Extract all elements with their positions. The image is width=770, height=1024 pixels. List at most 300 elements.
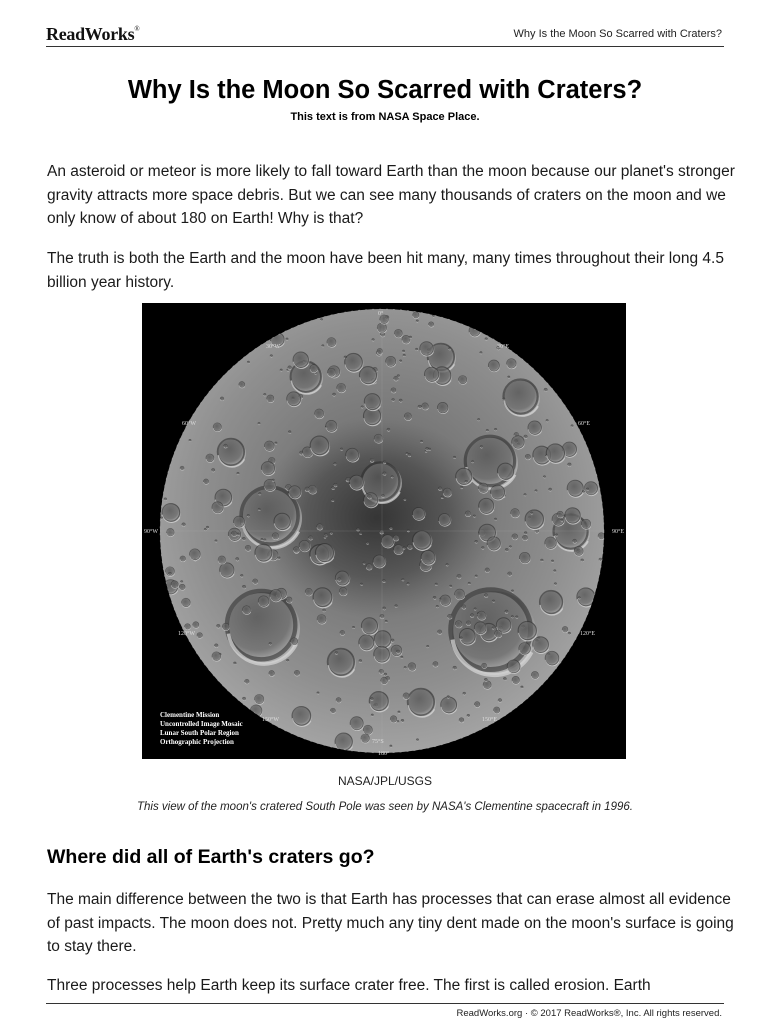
small-crater [218,556,226,564]
small-crater [448,614,453,619]
small-crater [509,546,511,548]
small-crater [359,660,362,663]
small-crater [404,666,406,668]
small-crater [181,581,183,583]
small-crater [267,395,275,403]
small-crater [541,559,544,562]
small-crater [561,519,564,522]
small-crater [269,670,275,676]
small-crater [497,463,514,480]
small-crater [453,666,457,670]
small-crater [369,692,389,712]
small-crater [578,597,580,599]
small-crater [275,442,277,444]
small-crater [264,539,266,541]
small-crater [429,322,434,327]
page-header [46,22,724,47]
small-crater [340,630,345,635]
small-crater [466,621,471,626]
small-crater [242,606,251,615]
small-crater [288,366,292,370]
small-crater [258,508,260,510]
small-crater [503,677,506,680]
small-crater [518,621,537,640]
image-caption: This view of the moon's cratered South Pole was seen by NASA's Clementine spacecraft in 1996. [137,801,633,813]
small-crater [465,480,468,483]
svg-text:0°: 0° [378,311,384,317]
small-crater [394,376,399,381]
small-crater [335,652,338,655]
small-crater [212,652,221,661]
svg-text:90°W: 90°W [144,529,159,535]
small-crater [217,624,221,628]
page-footer [46,1003,724,1020]
small-crater [381,677,388,684]
small-crater [549,488,552,491]
small-crater [407,530,409,532]
small-crater [482,547,485,550]
small-crater [403,547,406,550]
small-crater [258,422,260,424]
svg-text:120°W: 120°W [178,631,196,637]
small-crater [568,463,572,467]
small-crater [516,616,519,619]
small-crater [428,448,431,451]
large-crater [218,439,246,467]
small-crater [498,698,502,702]
small-crater [324,536,326,538]
small-crater [487,537,501,551]
small-crater [447,696,450,699]
small-crater [264,393,267,396]
small-crater [363,725,373,735]
small-crater [474,608,476,610]
small-crater [465,511,471,517]
small-crater [519,643,531,655]
small-crater [162,504,181,523]
small-crater [272,533,279,540]
small-crater [242,697,245,700]
moon-south-pole-image [142,303,626,759]
small-crater [507,359,517,369]
small-crater [387,428,390,431]
small-crater [408,663,416,671]
small-crater [440,595,451,606]
small-crater [525,510,545,530]
small-crater [473,515,475,517]
article-source: This text is from NASA Space Place. [290,111,480,123]
small-crater [397,720,399,722]
small-crater [215,540,217,542]
small-crater [404,498,406,500]
small-crater [253,579,258,584]
small-crater [574,546,584,556]
small-crater [357,528,360,531]
small-crater [441,697,458,714]
small-crater [370,458,374,462]
small-crater [293,547,299,553]
small-crater [494,428,497,431]
small-crater [449,347,452,350]
small-crater [557,511,564,518]
small-crater [475,540,478,543]
small-crater [206,454,215,463]
small-crater [288,486,301,499]
small-crater [467,714,470,717]
small-crater [512,676,520,684]
small-crater [462,605,466,609]
small-crater [220,563,235,578]
small-crater [180,466,184,470]
small-crater [402,578,405,581]
small-crater [524,532,527,535]
small-crater [211,469,215,473]
small-crater [416,739,418,741]
small-crater [332,487,335,490]
small-crater [299,540,311,552]
small-crater [505,548,508,551]
small-crater [182,523,186,527]
svg-text:90°E: 90°E [612,529,625,535]
small-crater [393,535,399,541]
small-crater [323,609,326,612]
small-crater [317,524,323,530]
legend-line-2: Uncontrolled Image Mosaic [160,720,243,728]
small-crater [171,581,179,589]
small-crater [330,531,333,534]
small-crater [167,528,175,536]
small-crater [571,425,573,427]
small-crater [477,611,486,620]
small-crater [390,716,397,723]
small-crater [359,635,375,651]
small-crater [309,536,313,540]
small-crater [288,431,291,434]
small-crater [483,681,492,690]
small-crater [185,624,191,630]
small-crater [599,558,602,561]
small-crater [359,532,362,535]
small-crater [222,623,229,630]
small-crater [367,495,371,499]
small-crater [433,662,438,667]
small-crater [352,626,354,628]
small-crater [339,587,347,595]
small-crater [160,517,162,519]
small-crater [528,421,542,435]
small-crater [486,429,488,431]
small-crater [394,545,404,555]
small-crater [485,568,490,573]
small-crater [480,352,482,354]
small-crater [366,564,372,570]
small-crater [240,574,243,577]
small-crater [409,336,411,338]
small-crater [346,448,360,462]
small-crater [234,662,237,665]
small-crater [450,585,452,587]
small-crater [383,461,386,464]
small-crater [545,537,557,549]
small-crater [522,535,527,540]
small-crater [408,454,411,457]
small-crater [364,394,381,411]
small-crater [531,671,539,679]
small-crater [337,383,347,393]
small-crater [478,483,488,493]
large-crater [408,689,436,717]
small-crater [437,402,448,413]
small-crater [391,388,396,393]
small-crater [380,530,384,534]
small-crater [524,494,527,497]
small-crater [546,419,548,421]
small-crater [361,618,378,635]
small-crater [366,542,369,545]
small-crater [586,488,589,491]
small-crater [203,479,208,484]
small-crater [372,339,375,342]
small-crater [259,493,262,496]
small-crater [292,707,312,727]
small-crater [237,472,240,475]
small-crater [315,544,334,563]
small-crater [374,631,392,649]
small-crater [468,582,470,584]
small-crater [568,632,571,635]
paragraph-4: Three processes help Earth keep its surface crater free. The first is called erosion. Earth [47,977,651,994]
small-crater [245,545,251,551]
small-crater [436,605,439,608]
small-crater [401,719,404,722]
small-crater [293,352,309,368]
small-crater [422,403,429,410]
small-crater [555,534,557,536]
small-crater [503,398,505,400]
small-crater [463,692,466,695]
svg-text:30°W: 30°W [266,344,281,350]
small-crater [261,462,275,476]
small-crater [474,702,480,708]
small-crater [212,502,224,514]
small-crater [385,620,387,622]
small-crater [484,678,487,681]
small-crater [456,468,473,485]
large-crater [328,649,356,677]
small-crater [224,444,228,448]
running-title: Why Is the Moon So Scarred with Craters? [513,28,722,40]
small-crater [320,319,322,321]
small-crater [331,499,334,502]
small-crater [396,650,399,653]
small-crater [182,598,191,607]
small-crater [247,514,250,517]
small-crater [403,354,406,357]
svg-text:75°S: 75°S [372,739,384,745]
small-crater [543,476,545,478]
small-crater [280,369,282,371]
small-crater [479,498,495,514]
small-crater [305,588,313,596]
small-crater [258,596,269,607]
small-crater [398,711,401,714]
small-crater [254,694,264,704]
small-crater [169,572,172,575]
small-crater [420,342,435,357]
small-crater [220,397,224,401]
small-crater [197,632,203,638]
small-crater [412,507,425,520]
small-crater [189,549,201,561]
small-crater [491,485,506,500]
small-crater [294,670,300,676]
svg-text:180°: 180° [378,751,390,757]
large-crater [540,591,564,615]
small-crater [384,673,387,676]
small-crater [373,555,386,568]
small-crater [545,651,560,666]
small-crater [439,514,452,527]
small-crater [322,345,324,347]
svg-text:60°E: 60°E [578,421,591,427]
small-crater [264,441,274,451]
small-crater [164,498,167,501]
small-crater [247,361,249,363]
small-crater [435,583,438,586]
small-crater [233,516,245,528]
small-crater [460,637,463,640]
small-crater [370,698,373,701]
small-crater [399,399,402,402]
small-crater [482,663,487,668]
small-crater [511,616,513,618]
small-crater [415,348,418,351]
small-crater [237,533,240,536]
small-crater [383,607,386,610]
small-crater [327,338,337,348]
small-crater [544,388,547,391]
small-crater [270,590,282,602]
small-crater [521,686,524,689]
small-crater [494,518,496,520]
small-crater [455,621,462,628]
svg-text:150°E: 150°E [482,717,498,723]
small-crater [287,392,302,407]
legend-line-4: Orthographic Projection [160,738,234,746]
small-crater [340,448,343,451]
small-crater [461,486,464,489]
small-crater [505,610,508,613]
small-crater [508,572,512,576]
small-crater [494,630,502,638]
small-crater [519,552,530,563]
small-crater [379,669,384,674]
small-crater [390,745,392,747]
small-crater [531,512,533,514]
legend-line-1: Clementine Mission [160,711,220,719]
small-crater [360,583,362,585]
small-crater [457,574,462,579]
small-crater [554,570,556,572]
small-crater [391,639,394,642]
svg-text:60°W: 60°W [182,421,197,427]
small-crater [272,479,275,482]
small-crater [459,718,464,723]
small-crater [270,355,273,358]
small-crater [551,560,553,562]
paragraph-1: An asteroid or meteor is more likely to fall toward Earth than the moon because our planet's stronger gravity attracts more space debris. But we can see many thousands of craters on the moon and we only know of about 180 on Earth! Why is that? [47,163,735,227]
small-crater [407,544,412,549]
small-crater [403,693,410,700]
small-crater [315,409,325,419]
small-crater [231,531,236,536]
svg-text:150°W: 150°W [262,717,280,723]
small-crater [401,656,404,659]
small-crater [455,589,466,600]
readworks-logo [46,24,139,45]
small-crater [418,405,422,409]
small-crater [525,454,531,460]
small-crater [206,526,209,529]
small-crater [330,708,335,713]
small-crater [421,550,436,565]
small-crater [404,413,412,421]
small-crater [261,538,263,540]
svg-text:120°E: 120°E [580,631,596,637]
small-crater [512,534,518,540]
small-crater [245,679,250,684]
small-crater [239,382,245,388]
small-crater [313,588,333,608]
small-crater [511,509,520,518]
small-crater [413,312,420,319]
small-crater [581,519,591,529]
small-crater [242,585,246,589]
small-crater [204,528,206,530]
small-crater [390,527,393,530]
small-crater [310,436,330,456]
small-crater [310,365,318,373]
small-crater [345,353,364,372]
small-crater [507,660,521,674]
small-crater [359,367,377,385]
moon-image-svg [142,303,626,759]
section-heading: Where did all of Earth's craters go? [47,846,375,868]
small-crater [478,418,480,420]
footer-copyright: ReadWorks.org · © 2017 ReadWorks®, Inc. All rights reserved. [456,1008,722,1019]
small-crater [371,714,373,716]
small-crater [472,461,474,463]
small-crater [189,439,191,441]
small-crater [392,398,395,401]
small-crater [193,622,200,629]
logo-text: ReadWorks [46,24,135,44]
small-crater [567,480,584,497]
small-crater [381,535,394,548]
small-crater [349,475,364,490]
small-crater [286,597,292,603]
paragraph-2: The truth is both the Earth and the moon have been hit many, many times throughout their long 4.5 billion year history. [47,250,724,291]
small-crater [446,564,449,567]
small-crater [546,444,565,463]
small-crater [427,645,429,647]
small-crater [338,578,342,582]
small-crater [524,435,528,439]
small-crater [383,472,387,476]
small-crater [399,360,401,362]
paragraph-3: The main difference between the two is that Earth has processes that can erase almost all evidence of past impacts. The moon does not. Pretty much any tiny dent made on the moon's surface is going to stay there. [47,891,734,955]
small-crater [433,596,436,599]
